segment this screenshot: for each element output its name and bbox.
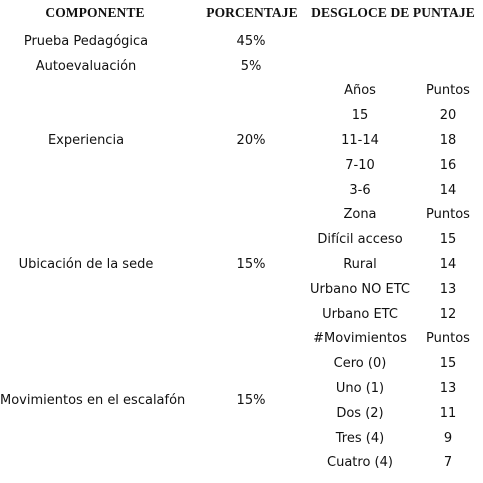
sub-row-criterion: 7-10 — [345, 157, 375, 173]
header-breakdown: DESGLOCE DE PUNTAJE — [311, 5, 475, 20]
component-name: Movimientos en el escalafón — [0, 393, 186, 409]
sub-row-criterion: 11-14 — [341, 133, 379, 148]
sub-row-criterion: Cuatro (4) — [327, 455, 393, 471]
sub-row-criterion: Dos (2) — [336, 405, 384, 421]
sub-row-points: 12 — [439, 306, 457, 322]
sub-header-points: Puntos — [426, 83, 470, 99]
sub-row-criterion: 3-6 — [349, 182, 371, 198]
sub-row-points: 9 — [443, 430, 453, 446]
sub-row-points: 18 — [439, 133, 457, 148]
header-percentage: PORCENTAJE — [206, 5, 298, 20]
sub-row-points: 15 — [439, 356, 457, 372]
sub-row-points: 13 — [439, 281, 457, 297]
sub-header-criterion: Años — [344, 83, 376, 99]
sub-row-points: 16 — [439, 157, 457, 173]
component-percentage: 15% — [236, 257, 266, 272]
component-percentage: 15% — [236, 393, 266, 409]
component-percentage: 5% — [240, 58, 262, 74]
sub-row-points: 7 — [443, 455, 453, 471]
sub-row-criterion: Tres (4) — [335, 430, 385, 446]
component-percentage: 20% — [236, 133, 266, 148]
sub-header-criterion: Zona — [343, 207, 377, 223]
sub-row-points: 13 — [439, 381, 457, 396]
sub-header-points: Puntos — [426, 331, 470, 347]
component-percentage: 45% — [236, 33, 266, 49]
sub-row-points: 14 — [439, 182, 457, 198]
sub-row-criterion: Uno (1) — [335, 381, 385, 396]
component-name: Ubicación de la sede — [18, 257, 154, 272]
header-component: COMPONENTE — [45, 5, 145, 20]
sub-row-criterion: Urbano NO ETC — [310, 281, 410, 297]
sub-header-criterion: #Movimientos — [313, 331, 407, 347]
sub-row-criterion: Rural — [343, 257, 377, 272]
sub-row-criterion: Cero (0) — [333, 356, 387, 372]
sub-row-points: 14 — [439, 257, 457, 272]
component-name: Prueba Pedagógica — [23, 33, 149, 49]
sub-row-points: 15 — [439, 232, 457, 248]
sub-row-criterion: 15 — [351, 108, 369, 124]
sub-row-points: 20 — [439, 108, 457, 124]
sub-row-criterion: Urbano ETC — [322, 306, 398, 322]
sub-header-points: Puntos — [426, 207, 470, 223]
component-name: Autoevaluación — [35, 58, 137, 74]
component-name: Experiencia — [47, 133, 125, 148]
sub-row-criterion: Difícil acceso — [317, 232, 403, 248]
sub-row-points: 11 — [439, 405, 457, 421]
